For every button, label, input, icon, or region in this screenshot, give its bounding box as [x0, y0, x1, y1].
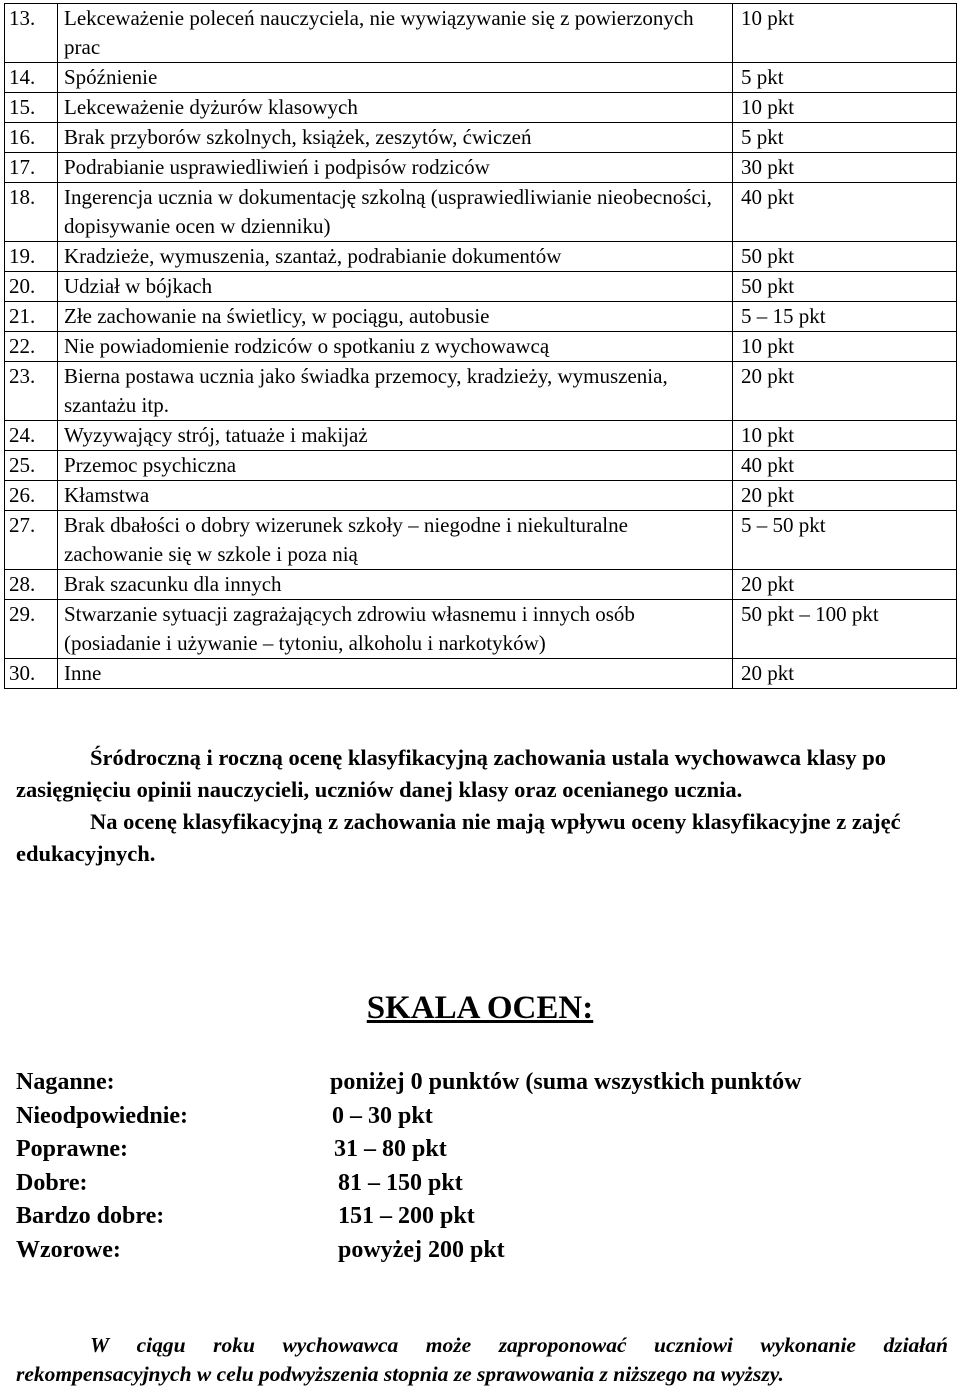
- grading-rules: [16, 742, 946, 870]
- closing-note: [16, 1331, 948, 1389]
- scale-grade: Poprawne:: [16, 1136, 128, 1162]
- scale-title: SKALA OCEN:: [366, 990, 594, 1026]
- scale-range: 151 – 200 pkt: [338, 1203, 475, 1229]
- row-number: 30.: [5, 659, 58, 689]
- scale-item: [16, 1103, 946, 1137]
- note-word: roku: [213, 1333, 255, 1357]
- note-word: może: [425, 1333, 472, 1357]
- row-points: 20 pkt: [733, 362, 957, 421]
- row-description: Kradzieże, wymuszenia, szantaż, podrabianie dokumentów: [58, 242, 733, 272]
- row-description: Ingerencja ucznia w dokumentację szkolną (usprawiedliwianie nieobecności, dopisywanie ocen w dzienniku): [58, 183, 733, 242]
- row-number: 28.: [5, 570, 58, 600]
- row-description: Nie powiadomienie rodziców o spotkaniu z wychowawcą: [58, 332, 733, 362]
- note-word: zaproponować: [498, 1333, 627, 1357]
- table-row: [5, 183, 957, 242]
- scale-item: [16, 1170, 946, 1204]
- scale-range: 0 – 30 pkt: [332, 1102, 433, 1129]
- table-row: [5, 451, 957, 481]
- table-row: [5, 272, 957, 302]
- row-description: Wyzywający strój, tatuaże i makijaż: [58, 421, 733, 451]
- row-points: 10 pkt: [733, 332, 957, 362]
- row-number: 25.: [5, 451, 58, 481]
- note-word: wykonanie: [760, 1333, 856, 1357]
- row-points: 40 pkt: [733, 451, 957, 481]
- row-points: 20 pkt: [733, 659, 957, 689]
- row-number: 14.: [5, 63, 58, 93]
- row-points: 20 pkt: [733, 481, 957, 511]
- table-row: [5, 332, 957, 362]
- scale-grade: Bardzo dobre:: [16, 1203, 165, 1229]
- table-row: [5, 600, 957, 659]
- table-row: [5, 362, 957, 421]
- row-description: Brak dbałości o dobry wizerunek szkoły – niegodne i niekulturalne zachowanie się w szkole i poza nią: [58, 511, 733, 570]
- scale-item: [16, 1237, 946, 1271]
- table-row: [5, 63, 957, 93]
- row-description: Inne: [58, 659, 733, 689]
- table-row: [5, 302, 957, 332]
- scale-item: [16, 1136, 946, 1170]
- scale-grade: Nieodpowiednie:: [16, 1102, 189, 1129]
- row-points: 10 pkt: [733, 93, 957, 123]
- table-row: [5, 481, 957, 511]
- row-description: Lekceważenie poleceń nauczyciela, nie wywiązywanie się z powierzonych prac: [58, 4, 733, 63]
- row-number: 17.: [5, 153, 58, 183]
- table-row: [5, 511, 957, 570]
- row-points: 50 pkt – 100 pkt: [733, 600, 957, 659]
- row-number: 18.: [5, 183, 58, 242]
- row-points: 5 pkt: [733, 123, 957, 153]
- row-number: 22.: [5, 332, 58, 362]
- table-row: [5, 242, 957, 272]
- scale-range: 31 – 80 pkt: [334, 1136, 447, 1162]
- row-description: Udział w bójkach: [58, 272, 733, 302]
- note-word: W: [90, 1333, 110, 1357]
- row-points: 10 pkt: [733, 421, 957, 451]
- grade-scale: [16, 1069, 946, 1270]
- rules-paragraph-1: Śródroczną i roczną ocenę klasyfikacyjną zachowania ustala wychowawca klasy po zasięgnięciu opinii nauczycieli, uczniów danej klasy oraz ocenianego ucznia.: [16, 745, 887, 802]
- row-description: Kłamstwa: [58, 481, 733, 511]
- row-number: 29.: [5, 600, 58, 659]
- scale-range: poniżej 0 punktów (suma wszystkich punktów: [330, 1069, 802, 1095]
- row-points: 5 – 50 pkt: [733, 511, 957, 570]
- row-description: Stwarzanie sytuacji zagrażających zdrowiu własnemu i innych osób (posiadanie i używanie – tytoniu, alkoholu i narkotyków): [58, 600, 733, 659]
- scale-item: [16, 1069, 946, 1103]
- note-word: uczniowi: [654, 1333, 733, 1357]
- row-points: 20 pkt: [733, 570, 957, 600]
- row-number: 16.: [5, 123, 58, 153]
- row-number: 27.: [5, 511, 58, 570]
- row-points: 50 pkt: [733, 272, 957, 302]
- penalty-table: [4, 3, 957, 689]
- table-row: [5, 153, 957, 183]
- scale-grade: Naganne:: [16, 1069, 115, 1095]
- note-word: ciągu: [136, 1333, 186, 1357]
- row-points: 30 pkt: [733, 153, 957, 183]
- row-description: Lekceważenie dyżurów klasowych: [58, 93, 733, 123]
- row-points: 10 pkt: [733, 4, 957, 63]
- row-description: Podrabianie usprawiedliwień i podpisów rodziców: [58, 153, 733, 183]
- table-row: [5, 421, 957, 451]
- row-description: Bierna postawa ucznia jako świadka przemocy, kradzieży, wymuszenia, szantażu itp.: [58, 362, 733, 421]
- note-word: działań: [883, 1333, 948, 1357]
- row-number: 21.: [5, 302, 58, 332]
- row-points: 5 – 15 pkt: [733, 302, 957, 332]
- row-description: Brak przyborów szkolnych, książek, zeszytów, ćwiczeń: [58, 123, 733, 153]
- scale-grade: Wzorowe:: [16, 1236, 121, 1263]
- table-row: [5, 659, 957, 689]
- row-description: Spóźnienie: [58, 63, 733, 93]
- row-number: 13.: [5, 4, 58, 63]
- row-description: Przemoc psychiczna: [58, 451, 733, 481]
- row-number: 23.: [5, 362, 58, 421]
- note-line-1: [16, 1331, 948, 1360]
- row-number: 26.: [5, 481, 58, 511]
- scale-item: [16, 1203, 946, 1237]
- table-row: [5, 123, 957, 153]
- row-number: 15.: [5, 93, 58, 123]
- scale-grade: Dobre:: [16, 1169, 88, 1196]
- note-word: wychowawca: [282, 1333, 399, 1357]
- row-number: 20.: [5, 272, 58, 302]
- rules-paragraph-2: Na ocenę klasyfikacyjną z zachowania nie mają wpływu oceny klasyfikacyjne z zajęć edukacyjnych.: [16, 809, 901, 866]
- row-points: 5 pkt: [733, 63, 957, 93]
- note-line-2: rekompensacyjnych w celu podwyższenia stopnia ze sprawowania z niższego na wyższy.: [16, 1362, 784, 1386]
- table-row: [5, 570, 957, 600]
- row-points: 40 pkt: [733, 183, 957, 242]
- row-number: 19.: [5, 242, 58, 272]
- scale-range: powyżej 200 pkt: [338, 1236, 505, 1263]
- table-row: [5, 4, 957, 63]
- table-row: [5, 93, 957, 123]
- row-description: Brak szacunku dla innych: [58, 570, 733, 600]
- row-description: Złe zachowanie na świetlicy, w pociągu, autobusie: [58, 302, 733, 332]
- scale-range: 81 – 150 pkt: [338, 1169, 463, 1196]
- row-points: 50 pkt: [733, 242, 957, 272]
- row-number: 24.: [5, 421, 58, 451]
